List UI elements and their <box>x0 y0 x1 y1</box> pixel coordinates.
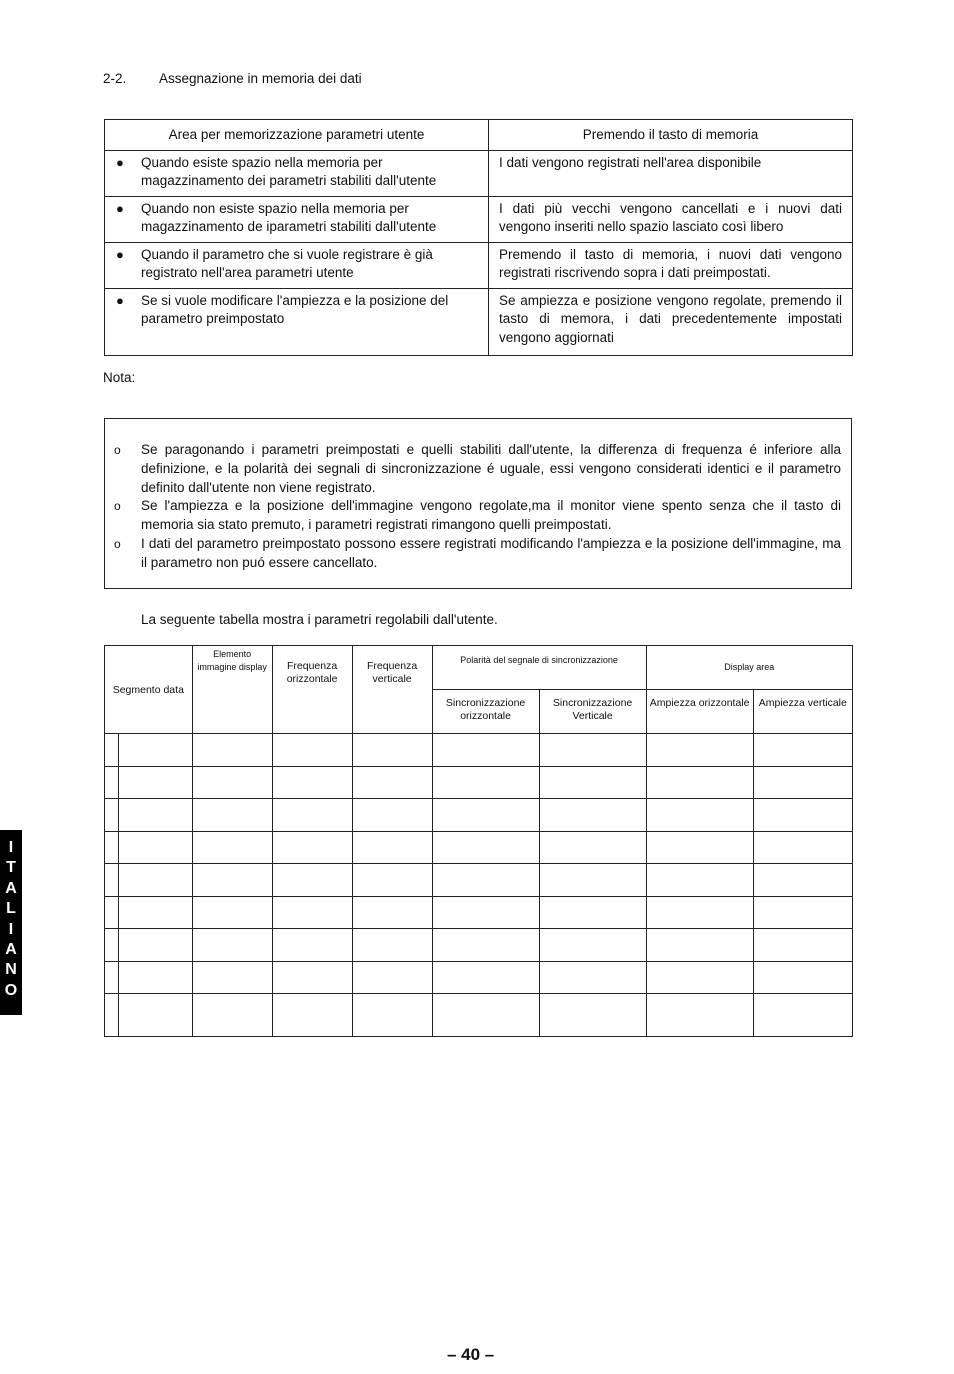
notes-box <box>104 418 852 589</box>
table-cell <box>432 961 539 994</box>
table-cell <box>192 734 272 767</box>
note-item <box>114 441 841 497</box>
result-cell: I dati più vecchi vengono cancellati e i nuovi dati vengono inseriti nello spazio lasciato così libero <box>489 196 853 242</box>
table-cell <box>646 766 753 799</box>
condition-cell <box>105 150 489 196</box>
table-cell <box>646 799 753 832</box>
header-segmento <box>105 646 193 734</box>
table-row <box>105 961 853 994</box>
table-cell <box>272 831 352 864</box>
params-header-row <box>105 646 853 690</box>
side-tab-letter: T <box>6 859 16 877</box>
table-row <box>105 799 853 832</box>
table-cell <box>272 929 352 962</box>
table-cell <box>352 799 432 832</box>
table-cell <box>272 734 352 767</box>
memory-assignment-table <box>104 119 853 356</box>
circle-bullet-icon: o <box>114 443 121 457</box>
table-cell <box>753 929 852 962</box>
table-cell <box>753 864 852 897</box>
table-cell <box>646 734 753 767</box>
table-cell <box>432 734 539 767</box>
table-row <box>105 831 853 864</box>
bullet-icon: ● <box>116 292 124 308</box>
condition-cell <box>105 288 489 356</box>
table-cell <box>432 929 539 962</box>
table-intro: La seguente tabella mostra i parametri regolabili dall'utente. <box>141 612 498 627</box>
nota-label: Nota: <box>103 370 136 385</box>
table-row <box>105 896 853 929</box>
table-cell <box>432 896 539 929</box>
table-cell <box>539 831 646 864</box>
bullet-icon: ● <box>116 154 124 170</box>
table-cell <box>105 896 119 929</box>
header-freq-v: Frequenza verticale <box>352 646 432 734</box>
table-cell <box>119 994 193 1037</box>
table-row <box>105 994 853 1037</box>
table-cell <box>272 864 352 897</box>
table-cell <box>192 864 272 897</box>
result-cell: I dati vengono registrati nell'area disponibile <box>489 150 853 196</box>
condition-cell <box>105 242 489 288</box>
table-cell <box>753 734 852 767</box>
table-cell <box>272 994 352 1037</box>
table-row <box>105 196 853 242</box>
table-cell <box>646 864 753 897</box>
table-cell <box>272 961 352 994</box>
table-cell <box>646 929 753 962</box>
table-cell <box>352 864 432 897</box>
table-cell <box>119 929 193 962</box>
section-title: Assegnazione in memoria dei dati <box>159 71 362 86</box>
note-item <box>114 535 841 573</box>
table-row <box>105 766 853 799</box>
table-cell <box>192 766 272 799</box>
circle-bullet-icon: o <box>114 536 121 551</box>
table-cell <box>432 766 539 799</box>
side-tab-letter: N <box>5 961 17 979</box>
condition-text: Quando il parametro che si vuole registrare è già registrato nell'area parametri utente <box>141 246 433 280</box>
table-cell <box>105 766 119 799</box>
note-text: I dati del parametro preimpostato possono essere registrati modificando l'ampiezza e la posizione dell'immagine, ma il parametro non puó essere cancellato. <box>141 535 841 570</box>
table-cell <box>272 766 352 799</box>
table-cell <box>192 896 272 929</box>
table-cell <box>753 994 852 1037</box>
side-tab-letter: O <box>4 981 18 999</box>
table-cell <box>646 896 753 929</box>
result-cell: Premendo il tasto di memoria, i nuovi dati vengono registrati riscrivendo sopra i dati preimpostati. <box>489 242 853 288</box>
table-cell <box>646 994 753 1037</box>
condition-text: Quando non esiste spazio nella memoria per magazzinamento de iparametri stabiliti dall'utente <box>141 200 437 234</box>
table-cell <box>432 831 539 864</box>
table-row <box>105 864 853 897</box>
header-polarita: Polarità del segnale di sincronizzazione <box>432 646 646 690</box>
params-body <box>105 734 853 1037</box>
table-cell <box>119 896 193 929</box>
bullet-icon: ● <box>116 246 124 262</box>
side-tab-letter: I <box>8 920 14 938</box>
header-elemento: Elemento immagine display <box>192 646 272 734</box>
table-cell <box>272 896 352 929</box>
table-cell <box>432 799 539 832</box>
table-cell <box>352 896 432 929</box>
table-cell <box>119 831 193 864</box>
table-cell <box>192 994 272 1037</box>
header-amp-h: Ampiezza orizzontale <box>646 690 753 734</box>
notes-list <box>105 419 851 573</box>
table-cell <box>539 766 646 799</box>
language-side-tab <box>0 830 22 1015</box>
section-number: 2-2. <box>103 71 127 86</box>
table-cell <box>105 929 119 962</box>
table-cell <box>539 864 646 897</box>
table-cell <box>352 734 432 767</box>
condition-cell <box>105 196 489 242</box>
side-tab-letter: A <box>5 879 17 897</box>
table-cell <box>753 766 852 799</box>
table-cell <box>432 994 539 1037</box>
table-cell <box>192 831 272 864</box>
table-cell <box>105 799 119 832</box>
table-row <box>105 150 853 196</box>
table-cell <box>352 831 432 864</box>
condition-text: Se si vuole modificare l'ampiezza e la posizione del parametro preimpostato <box>141 292 449 326</box>
header-sync-v: Sincronizzazione Verticale <box>539 690 646 734</box>
table-cell <box>105 961 119 994</box>
table-cell <box>753 799 852 832</box>
header-user-area: Area per memorizzazione parametri utente <box>105 120 489 151</box>
page-number: – 40 – <box>447 1345 495 1364</box>
header-amp-v: Ampiezza verticale <box>753 690 852 734</box>
table-cell <box>352 766 432 799</box>
header-memory-key: Premendo il tasto di memoria <box>489 120 853 151</box>
side-tab-letter: L <box>6 900 16 918</box>
note-text: Se paragonando i parametri preimpostati e quelli stabiliti dall'utente, la differenza di frequenza é inferiore alla definizione, e la polarità dei segnali di sincronizzazione é uguale, essi vengono considerati identici e il parametro definito dall'utente non viene registrato. <box>141 442 841 495</box>
table-cell <box>352 994 432 1037</box>
header-display-area: Display area <box>646 646 852 690</box>
circle-bullet-icon: o <box>114 499 121 514</box>
table-row <box>105 929 853 962</box>
table-cell <box>539 799 646 832</box>
table-cell <box>539 961 646 994</box>
note-item <box>114 497 841 535</box>
header-freq-h: Frequenza orizzontale <box>272 646 352 734</box>
table-cell <box>539 994 646 1037</box>
table-cell <box>119 864 193 897</box>
table-cell <box>192 929 272 962</box>
bullet-icon: ● <box>116 200 124 216</box>
table-cell <box>105 994 119 1037</box>
side-tab-letter: A <box>5 941 17 959</box>
table-cell <box>192 799 272 832</box>
table-cell <box>432 864 539 897</box>
note-text: Se l'ampiezza e la posizione dell'immagine vengono regolate,ma il monitor viene spento senza che il tasto di memoria sia stato premuto, i parametri registrati rimangono quelli preimpostati. <box>141 498 841 533</box>
table-cell <box>272 799 352 832</box>
table-cell <box>352 961 432 994</box>
table-cell <box>105 734 119 767</box>
table-cell <box>753 961 852 994</box>
header-sync-h: Sincronizzazione orizzontale <box>432 690 539 734</box>
result-cell: Se ampiezza e posizione vengono regolate, premendo il tasto di memora, i dati precedentemente impostati vengono aggiornati <box>489 288 853 356</box>
table-row <box>105 242 853 288</box>
condition-text: Quando esiste spazio nella memoria per magazzinamento dei parametri stabiliti dall'utente <box>141 154 437 188</box>
table-cell <box>646 831 753 864</box>
table-cell <box>119 766 193 799</box>
table-row <box>105 288 853 356</box>
table-cell <box>119 961 193 994</box>
table-cell <box>105 831 119 864</box>
table-cell <box>105 864 119 897</box>
side-tab-letter: I <box>8 839 14 856</box>
table-cell <box>539 929 646 962</box>
header-segmento-text: Segmento data <box>112 683 184 696</box>
table-cell <box>539 734 646 767</box>
table-row <box>105 734 853 767</box>
table-cell <box>539 896 646 929</box>
table-cell <box>352 929 432 962</box>
table-cell <box>753 896 852 929</box>
table-cell <box>646 961 753 994</box>
user-parameters-table <box>104 645 853 1037</box>
table-header-row <box>105 120 853 151</box>
table-cell <box>119 799 193 832</box>
table-cell <box>753 831 852 864</box>
table-cell <box>192 961 272 994</box>
table-cell <box>119 734 193 767</box>
section-heading <box>103 71 362 86</box>
